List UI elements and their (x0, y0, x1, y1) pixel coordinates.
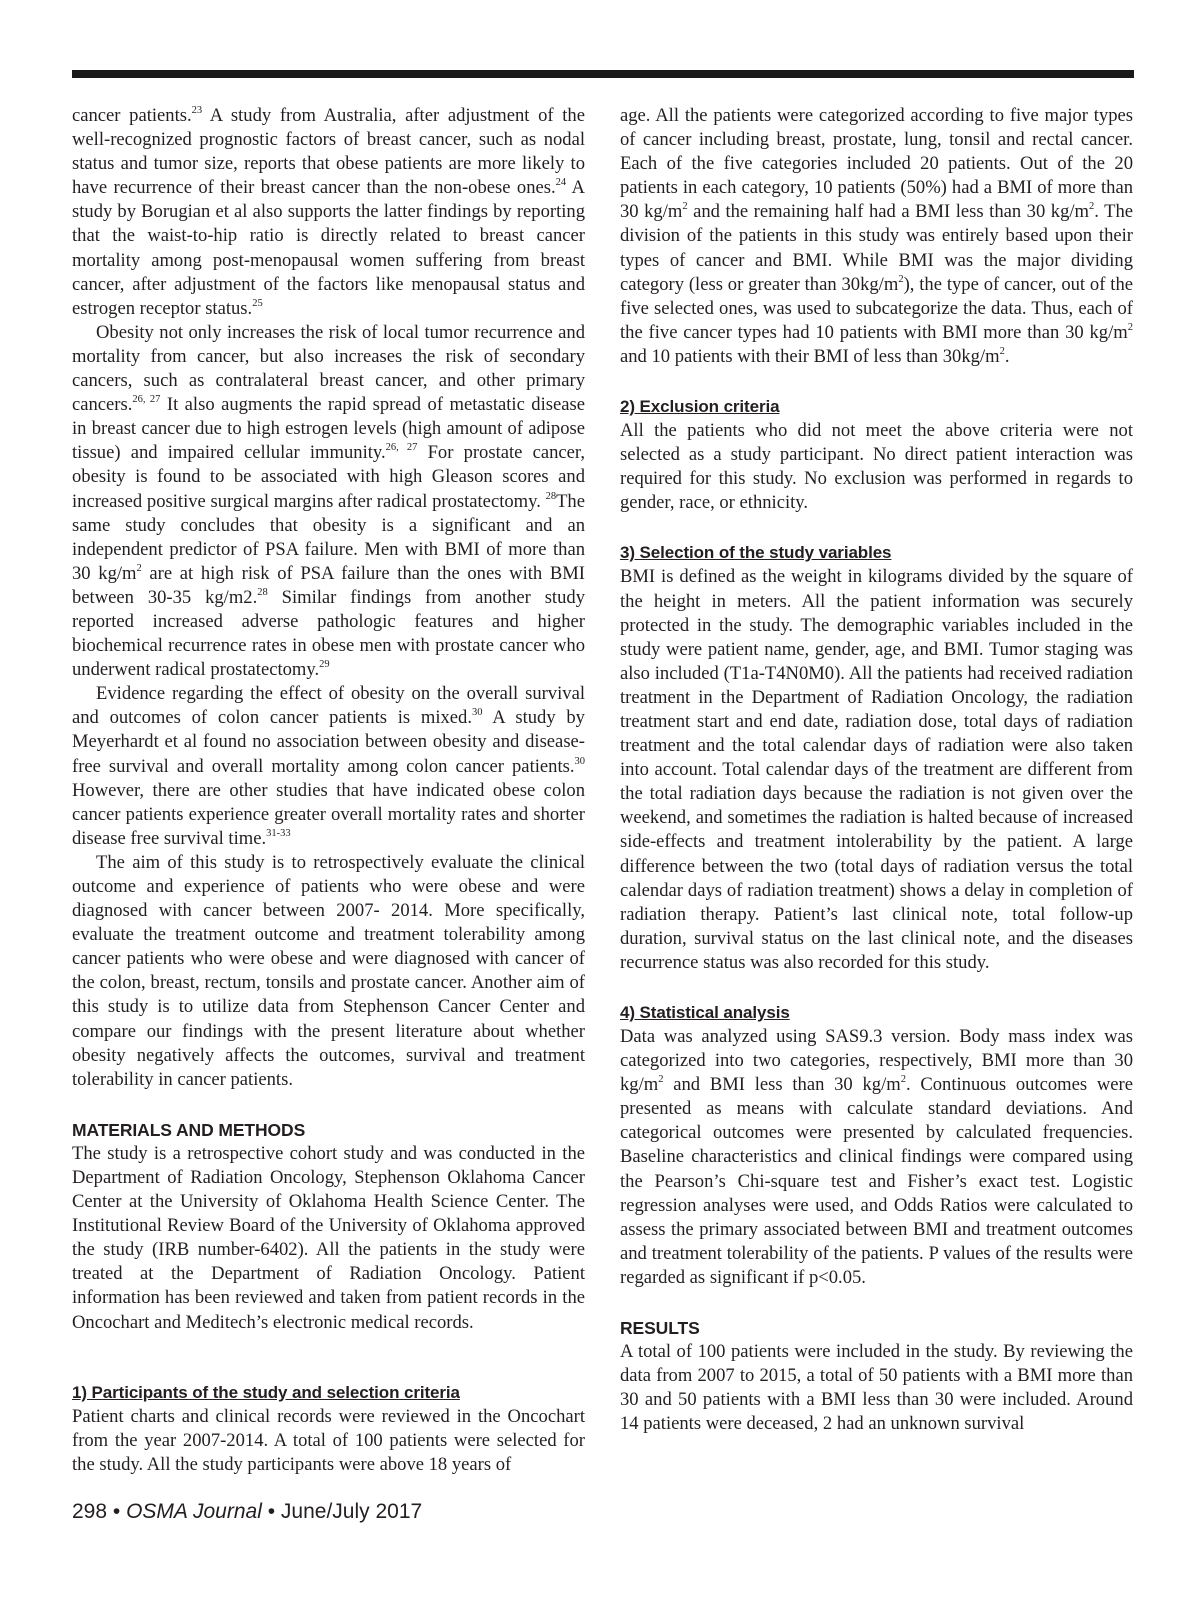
paragraph-exclusion: All the patients who did not meet the above criteria were not selected as a study participant. No direct patient interaction was required for this study. No exclusion was performed in regards to gender, race, or ethnicity. (620, 420, 1133, 514)
paragraph-participants: Patient charts and clinical records were reviewed in the Oncochart from the year 2007-2014. A total of 100 patients were selected for the study. All the study participants were above 18 years of (72, 1405, 585, 1475)
paragraph-secondary-cancers: Obesity not only increases the risk of local tumor recurrence and mortality from cancer, but also increases the risk of secondary cancers, such as contralateral breast cancer, and other primary cancers.$^{26, 27}$ It also augments the rapid spread of metastatic disease in breast cancer due to high estrogen levels (high amount of adipose tissue) and impaired cellular immunity.$^{26, 27}$ For prostate cancer, obesity is found to be associated with high Gleason scores and increased positive surgical margins after radical prostatectomy. $^{28}$The same study concludes that obesity is a significant and an independent predictor of PSA failure. Men with BMI of more than 30 $kg/m^2$ are at high risk of PSA failure than the ones with BMI between 30-35 kg/m2.28 Similar findings from another study reported increased adverse pathologic features and higher biochemical recurrence rates in obese men with prostate cancer who underwent radical prostatectomy.$^{29}$ (72, 321, 585, 681)
footer-bullet: • (112, 1500, 121, 1523)
right-column (620, 104, 1133, 1436)
page-number: 298 (72, 1500, 108, 1523)
study-variables-heading: 3) Selection of the study variables (620, 543, 892, 563)
paragraph-colon-cancer: Evidence regarding the effect of obesity on the overall survival and outcomes of colon cancer patients is mixed.$^{30}$ A study by Meyerhardt et al found no association between obesity and disease-free survival and overall mortality among colon cancer patients.$^{30}$ However, there are other studies that have indicated obese colon cancer patients experience greater overall mortality rates and shorter disease free survival time.$^{31-33}$ (72, 683, 585, 849)
top-rule (72, 70, 1134, 78)
paragraph-study-aim: The aim of this study is to retrospectively evaluate the clinical outcome and experience of patients who were obese and were diagnosed with cancer between 2007- 2014. More specifically, evaluate the treatment outcome and treatment tolerability among cancer patients who were obese and were diagnosed with cancer of the colon, breast, rectum, tonsils and prostate cancer. Another aim of this study is to utilize data from Stephenson Cancer Center and compare our findings with the present literature about whether obesity negatively affects the outcomes, survival and treatment tolerability in cancer patients. (72, 851, 585, 1090)
paragraph-study-variables: BMI is defined as the weight in kilograms divided by the square of the height in meters. All the patient information was securely protected in the study. The demographic variables included in the study were patient name, gender, age, and BMI. Tumor staging was also included (T1a-T4N0M0). All the patients had received radiation treatment in the Department of Radiation Oncology, the radiation treatment start and end date, radiation dose, total days of radiation treatment and the total calendar days of radiation were also taken into account. Total calendar days of the treatment are different from the total radiation days because the radiation is not given over the weekend, and sometimes the radiation is halted because of increased side-effects and treatment intolerability by the patient. A large difference between the two (total days of radiation versus the total calendar days of radiation treatment) shows a delay in completion of radiation therapy. Patient’s last clinical note, total follow-up duration, survival status on the last clinical note, and the diseases recurrence status was also recorded for this study. (620, 566, 1133, 973)
materials-and-methods-heading: MATERIALS AND METHODS (72, 1119, 306, 1140)
paragraph-categorization: age. All the patients were categorized according to five major types of cancer including breast, prostate, lung, tonsil and rectal cancer. Each of the five categories included 20 patients. Out of the 20 patients in each category, 10 patients (50%) had a BMI of more than 30 $kg/m^2$ and the remaining half had a BMI less than 30 $kg/m^2$. The division of the patients in this study was entirely based upon their types of cancer and BMI. While BMI was the major dividing category (less or greater than $30kg/m^2$), the type of cancer, out of the five selected ones, was used to subcategorize the data. Thus, each of the five cancer types had 10 patients with BMI more than 30 $kg/m^2$ and 10 patients with their BMI of less than $30kg/m^2$. (620, 105, 1133, 367)
footer-bullet-2: • (267, 1500, 276, 1523)
paragraph-study-design: The study is a retrospective cohort study and was conducted in the Department of Radiation Oncology, Stephenson Oklahoma Cancer Center at the University of Oklahoma Health Science Center. The Institutional Review Board of the University of Oklahoma approved the study (IRB number-6402). All the patients in the study were treated at the Department of Radiation Oncology. Patient information has been reviewed and taken from patient records in the Oncochart and Meditech’s electronic medical records. (72, 1142, 585, 1333)
paragraph-results: A total of 100 patients were included in the study. By reviewing the data from 2007 to 2015, a total of 50 patients with a BMI more than 30 and 50 patients with a BMI less than 30 were included. Around 14 patients were deceased, 2 had an unknown survival (620, 1341, 1133, 1435)
statistical-analysis-heading: 4) Statistical analysis (620, 1003, 790, 1022)
exclusion-criteria-heading: 2) Exclusion criteria (620, 397, 780, 417)
results-heading: RESULTS (620, 1318, 700, 1339)
page-footer (72, 1500, 422, 1524)
issue-date: June/July 2017 (280, 1500, 423, 1523)
left-column (72, 104, 585, 1477)
paragraph-statistical-analysis: Data was analyzed using SAS9.3 version. Body mass index was categorized into two categories, respectively, BMI more than 30 $kg/m^2$ and BMI less than 30 $kg/m^2$. Continuous outcomes were presented as means with calculate standard deviations. And categorical outcomes were presented by calculated frequencies. Baseline characteristics and clinical findings were compared using the Pearson’s Chi-square test and Fisher’s exact test. Logistic regression analyses were used, and Odds Ratios were calculated to assess the primary associated between BMI and treatment outcomes and treatment tolerability of the patients. P values of the results were regarded as significant if p<0.05. (620, 1026, 1133, 1288)
paragraph-breast-cancer-recurrence: cancer patients.$^{23}$ A study from Australia, after adjustment of the well-recognized prognostic factors of breast cancer, such as nodal status and tumor size, reports that obese patients are more likely to have recurrence of their breast cancer than the non-obese ones.$^{24}$ A study by Borugian et al also supports the latter findings by reporting that the waist-to-hip ratio is directly related to breast cancer mortality among post-menopausal women suffering from breast cancer, after adjustment of the factors like menopausal status and estrogen receptor status.$^{25}$ (72, 105, 585, 319)
participants-heading: 1) Participants of the study and selection criteria (72, 1382, 460, 1402)
journal-name: OSMA Journal (126, 1500, 262, 1523)
